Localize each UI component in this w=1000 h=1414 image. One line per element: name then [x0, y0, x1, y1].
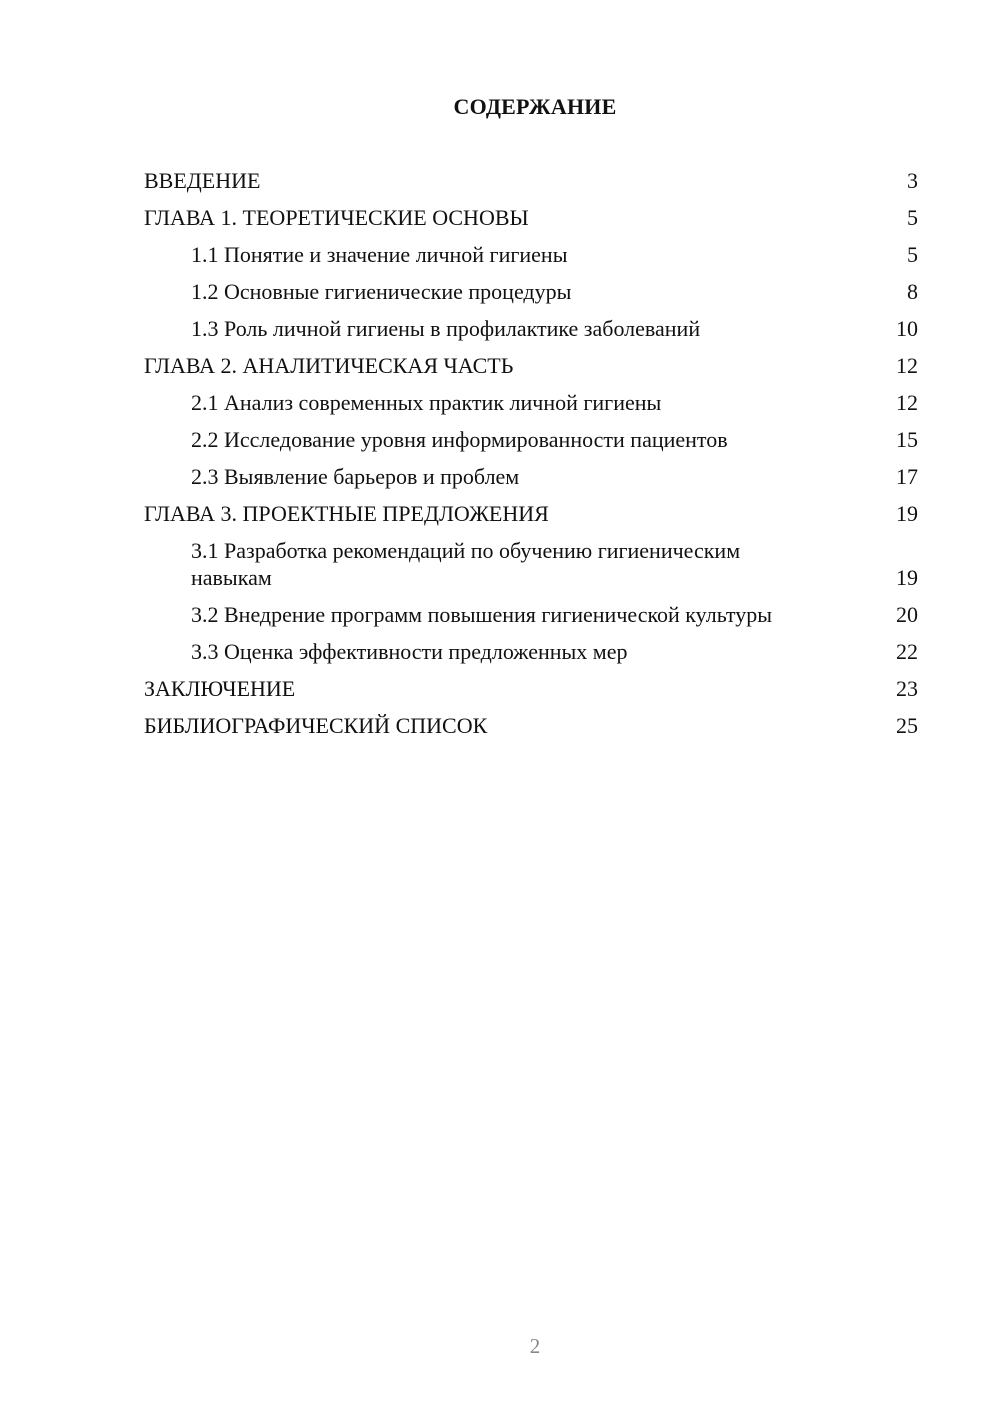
toc-entry-page: 10	[896, 316, 918, 341]
toc-entry-page: 20	[896, 602, 918, 627]
toc-entry-page: 22	[896, 639, 918, 664]
toc-entry-page: 19	[896, 501, 918, 526]
toc-entry-label: 2.1 Анализ современных практик личной гигиены	[191, 390, 662, 415]
toc-entry-section-2-1[interactable]	[144, 389, 918, 416]
toc-entry-page: 12	[896, 390, 918, 415]
toc-entry-page: 8	[907, 279, 918, 304]
toc-entry-section-2-3[interactable]	[144, 463, 918, 490]
toc-entry-label: 3.3 Оценка эффективности предложенных мер	[191, 639, 628, 664]
toc-entry-label: 1.2 Основные гигиенические процедуры	[191, 279, 572, 304]
toc-entry-page: 15	[896, 427, 918, 452]
page-number: 2	[529, 1334, 541, 1358]
toc-entry-page: 3	[907, 168, 918, 193]
toc-entry-label: БИБЛИОГРАФИЧЕСКИЙ СПИСОК	[144, 713, 488, 738]
toc-entry-chapter-2[interactable]	[144, 352, 918, 379]
toc-entry-page: 23	[896, 676, 918, 701]
toc-entry-label: 1.3 Роль личной гигиены в профилактике заболеваний	[191, 316, 701, 341]
toc-entry-section-3-2[interactable]	[144, 601, 918, 628]
toc-entry-section-3-1[interactable]	[144, 537, 918, 591]
toc-entry-label: 3.2 Внедрение программ повышения гигиенической культуры	[191, 602, 772, 627]
toc-entry-bibliography[interactable]	[144, 712, 918, 739]
toc-entry-section-1-1[interactable]	[144, 241, 918, 268]
toc-entry-introduction[interactable]	[144, 167, 918, 194]
table-of-contents	[144, 167, 918, 749]
toc-entry-chapter-3[interactable]	[144, 500, 918, 527]
toc-entry-section-3-3[interactable]	[144, 638, 918, 665]
toc-entry-page: 17	[896, 464, 918, 489]
toc-entry-section-1-3[interactable]	[144, 315, 918, 342]
toc-entry-label: ГЛАВА 1. ТЕОРЕТИЧЕСКИЕ ОСНОВЫ	[144, 205, 529, 230]
toc-entry-label: 2.2 Исследование уровня информированности пациентов	[191, 427, 728, 452]
toc-entry-section-1-2[interactable]	[144, 278, 918, 305]
toc-entry-label: 3.1 Разработка рекомендаций по обучению гигиеническим навыкам	[191, 538, 741, 590]
toc-entry-chapter-1[interactable]	[144, 204, 918, 231]
toc-entry-label: ВВЕДЕНИЕ	[144, 168, 261, 193]
toc-entry-page: 12	[896, 353, 918, 378]
toc-entry-page: 5	[907, 242, 918, 267]
toc-entry-label: 2.3 Выявление барьеров и проблем	[191, 464, 520, 489]
toc-entry-conclusion[interactable]	[144, 675, 918, 702]
toc-entry-page: 5	[907, 205, 918, 230]
page-title: СОДЕРЖАНИЕ	[453, 94, 617, 119]
toc-entry-label: ГЛАВА 3. ПРОЕКТНЫЕ ПРЕДЛОЖЕНИЯ	[144, 501, 549, 526]
toc-entry-page: 25	[896, 713, 918, 738]
toc-entry-page: 19	[896, 565, 918, 590]
toc-entry-section-2-2[interactable]	[144, 426, 918, 453]
toc-entry-label: ЗАКЛЮЧЕНИЕ	[144, 676, 296, 701]
toc-entry-label: 1.1 Понятие и значение личной гигиены	[191, 242, 568, 267]
toc-entry-label: ГЛАВА 2. АНАЛИТИЧЕСКАЯ ЧАСТЬ	[144, 353, 514, 378]
